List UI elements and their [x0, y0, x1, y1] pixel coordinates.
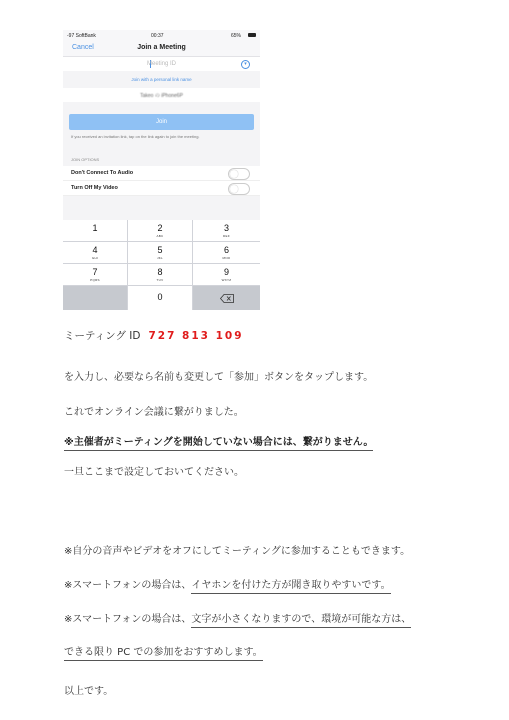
meeting-id-value: 727 813 109 [148, 330, 244, 342]
earphone-prefix: ※スマートフォンの場合は、 [64, 580, 192, 591]
meeting-id-input[interactable] [63, 57, 260, 71]
key-7[interactable]: 7 PQRS [63, 264, 127, 285]
screen-name-input[interactable] [63, 88, 260, 102]
meeting-id-placeholder: Meeting ID [146, 61, 176, 67]
option-no-audio [63, 166, 260, 181]
invite-note: If you received an invitation link, tap on the link again to join the meeting. [71, 134, 200, 139]
phone-screenshot [63, 30, 260, 310]
warning-text: ※主催者がミーティングを開始していない場合には、繋がりません。 [64, 437, 373, 451]
audio-video-note: ※自分の音声やビデオをオフにしてミーティングに参加することもできます。 [64, 546, 411, 557]
earphone-note [64, 576, 391, 591]
join-button[interactable]: Join [69, 114, 254, 130]
key-2[interactable]: 2 ABC [128, 220, 192, 241]
setup-note: 一旦ここまで設定しておいてください。 [64, 467, 244, 478]
instruction-input: を入力し、必要なら名前も変更して「参加」ボタンをタップします。 [64, 372, 374, 383]
closing-line: 以上です。 [64, 686, 114, 697]
key-3[interactable]: 3 DEF [193, 220, 260, 241]
join-options-header: JOIN OPTIONS [71, 157, 100, 162]
key-blank [63, 286, 127, 310]
key-6[interactable]: 6 MNO [193, 242, 260, 263]
toggle-knob [230, 185, 238, 193]
instruction-connected: これでオンライン会議に繋がりました。 [64, 407, 244, 418]
key-9[interactable]: 9 WXYZ [193, 264, 260, 285]
warning-line [64, 433, 373, 448]
small-text-prefix: ※スマートフォンの場合は、 [64, 614, 192, 625]
backspace-icon [220, 294, 234, 303]
personal-link-button[interactable]: Join with a personal link name [63, 74, 260, 86]
backspace-key[interactable] [193, 286, 260, 310]
video-toggle[interactable] [228, 183, 250, 195]
audio-toggle[interactable] [228, 168, 250, 180]
pc-note [64, 643, 263, 658]
key-1[interactable]: 1 [63, 220, 127, 241]
battery: 65% [231, 33, 242, 39]
screen-name-value: Takeo の iPhone6P [140, 93, 183, 99]
key-4[interactable]: 4 GHI [63, 242, 127, 263]
key-8[interactable]: 8 TUV [128, 264, 192, 285]
small-text-underlined: 文字が小さくなりますので、環境が可能な方は、 [191, 614, 411, 628]
key-0[interactable]: 0 [128, 286, 192, 310]
status-time: 00:37 [151, 33, 164, 39]
key-5[interactable]: 5 JKL [128, 242, 192, 263]
nav-bar [63, 41, 260, 57]
carrier: -97 SoftBank [67, 33, 96, 39]
nav-title: Join a Meeting [137, 44, 186, 51]
option-label: Don't Connect To Audio [71, 170, 134, 176]
cancel-button[interactable]: Cancel [72, 44, 94, 51]
option-no-video [63, 181, 260, 196]
status-bar [63, 30, 260, 41]
numeric-keypad [63, 220, 260, 310]
chevron-down-icon[interactable]: ▾ [241, 60, 250, 69]
meeting-id-line [64, 328, 244, 343]
option-label: Turn Off My Video [71, 185, 118, 191]
pc-note-text: できる限り PC での参加をおすすめします。 [64, 647, 263, 661]
meeting-id-label: ミーティング ID [64, 330, 141, 342]
small-text-note [64, 610, 411, 625]
toggle-knob [230, 170, 238, 178]
earphone-underlined: イヤホンを付けた方が聞き取りやすいです。 [191, 580, 390, 594]
battery-icon [248, 33, 256, 37]
